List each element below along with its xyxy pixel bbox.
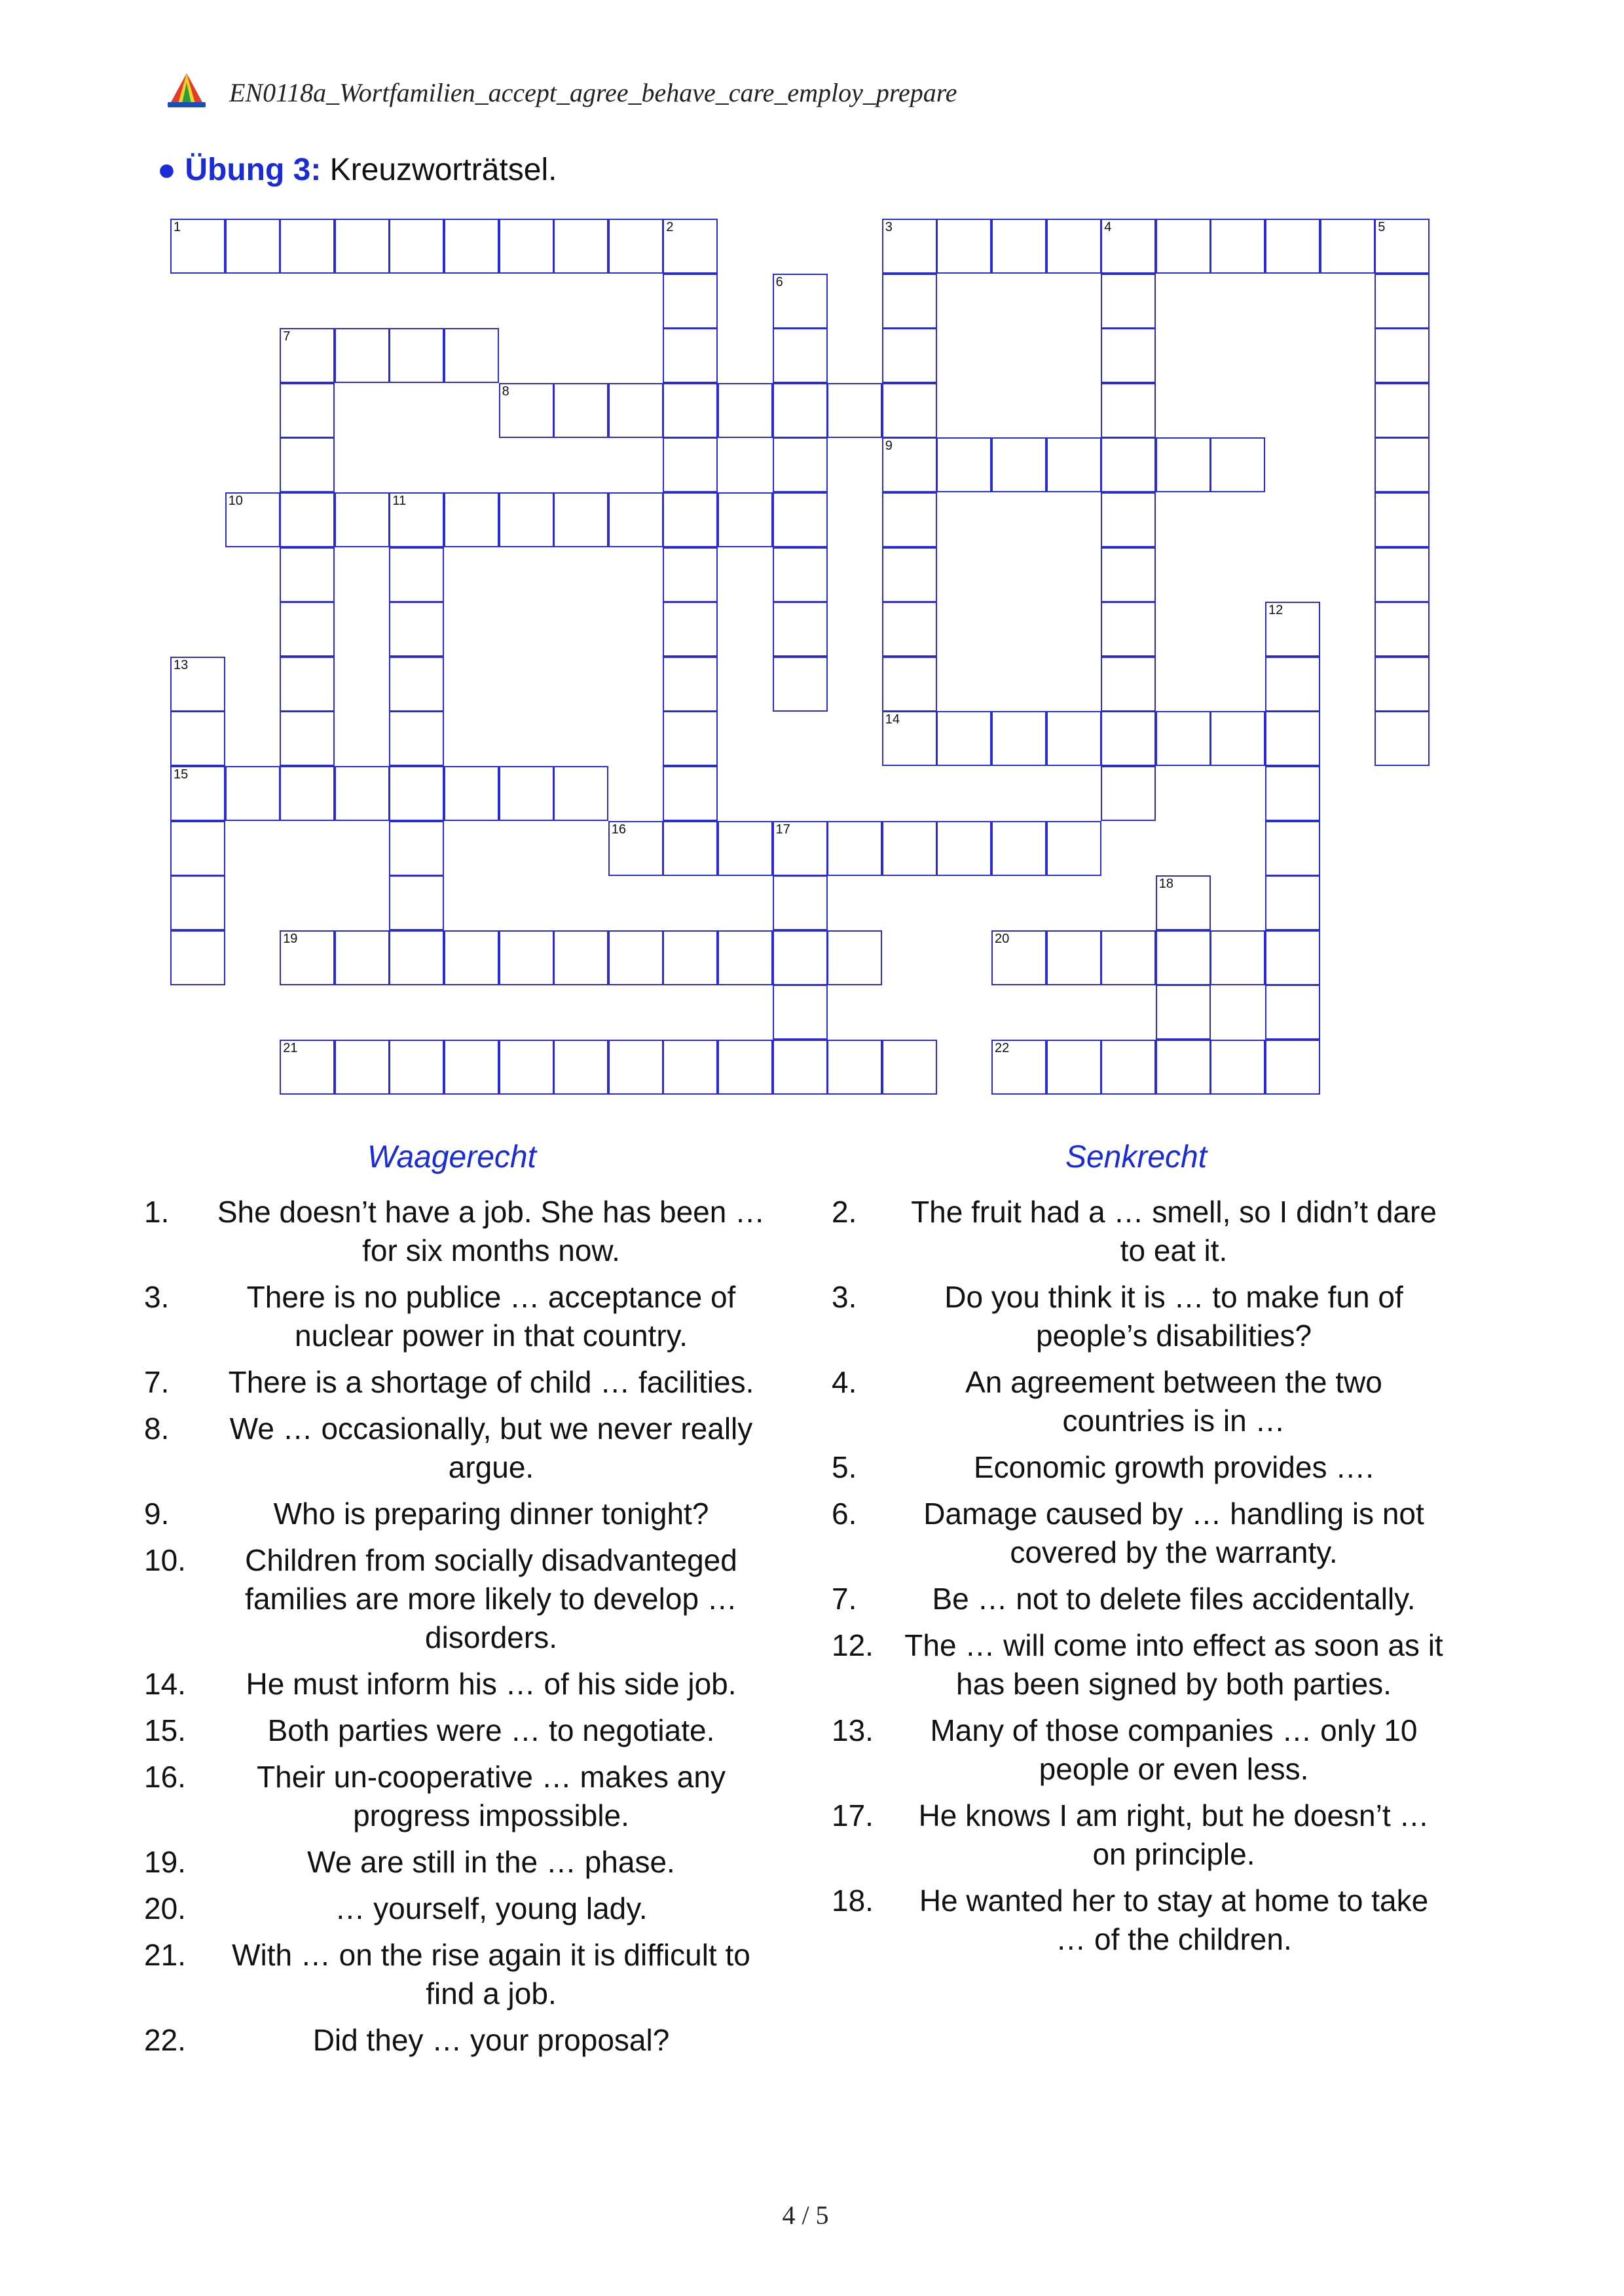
clue-number: 20. [144, 1891, 186, 1925]
down-clue [832, 1363, 1444, 1440]
clue-number: 7. [144, 1365, 170, 1399]
crossword-cell[interactable] [553, 219, 608, 274]
crossword-cell[interactable] [991, 437, 1046, 492]
crossword-cell[interactable] [882, 602, 937, 657]
crossword-cell[interactable] [773, 602, 828, 657]
across-clue [144, 1936, 766, 2013]
crossword-cell[interactable] [773, 274, 828, 329]
crossword-cell[interactable] [1046, 219, 1101, 274]
crossword-cell[interactable] [1046, 1040, 1101, 1095]
clue-number: 2. [832, 1195, 857, 1229]
crossword-cell[interactable] [553, 930, 608, 985]
crossword-cell[interactable] [991, 219, 1046, 274]
cell-number: 17 [775, 822, 790, 837]
crossword-cell[interactable] [1101, 219, 1156, 274]
crossword-cell[interactable] [936, 437, 991, 492]
down-clue [832, 1193, 1444, 1270]
crossword-cell[interactable] [280, 711, 335, 766]
crossword-cell[interactable] [280, 437, 335, 492]
crossword-cell[interactable] [499, 930, 554, 985]
clue-text: He must inform his … of his side job. [246, 1667, 737, 1701]
crossword-cell[interactable] [1156, 1040, 1211, 1095]
cell-number: 16 [611, 822, 627, 837]
crossword-cell[interactable] [663, 602, 718, 657]
crossword-cell[interactable] [1265, 985, 1320, 1040]
crossword-cell[interactable] [991, 1040, 1046, 1095]
clue-text: There is a shortage of child … facilities. [228, 1365, 754, 1399]
crossword-cell[interactable] [773, 985, 828, 1040]
down-clue [832, 1580, 1444, 1618]
crossword-cell[interactable] [444, 930, 499, 985]
clue-number: 7. [832, 1582, 857, 1616]
crossword-cell[interactable] [170, 711, 225, 766]
down-clue [832, 1711, 1444, 1789]
across-clue [144, 1278, 766, 1355]
clue-text: An agreement between the two countries is in … [965, 1365, 1382, 1438]
crossword-cell[interactable] [389, 492, 444, 547]
clue-number: 4. [832, 1365, 857, 1399]
crossword-cell[interactable] [1265, 930, 1320, 985]
cell-number: 12 [1268, 603, 1283, 618]
crossword-cell[interactable] [1375, 274, 1430, 329]
crossword-cell[interactable] [389, 875, 444, 930]
crossword-cell[interactable] [882, 821, 937, 876]
crossword-cell[interactable] [389, 821, 444, 876]
crossword-cell[interactable] [1046, 711, 1101, 766]
crossword-cell[interactable] [1101, 930, 1156, 985]
crossword-grid [170, 219, 1430, 1092]
clue-number: 21. [144, 1938, 186, 1972]
exercise-heading [157, 152, 557, 188]
crossword-cell[interactable] [1101, 328, 1156, 383]
crossword-cell[interactable] [882, 547, 937, 602]
crossword-cell[interactable] [1101, 657, 1156, 712]
clue-text: The fruit had a … smell, so I didn’t dare to eat it. [911, 1195, 1437, 1267]
crossword-cell[interactable] [1265, 875, 1320, 930]
crossword-cell[interactable] [1101, 602, 1156, 657]
clue-text: Do you think it is … to make fun of people’s disabilities? [944, 1280, 1403, 1353]
crossword-cell[interactable] [280, 930, 335, 985]
crossword-cell[interactable] [389, 219, 444, 274]
crossword-cell[interactable] [882, 383, 937, 438]
crossword-cell[interactable] [1375, 657, 1430, 712]
across-clue [144, 1758, 766, 1835]
clue-text: … yourself, young lady. [335, 1891, 648, 1925]
crossword-cell[interactable] [335, 219, 390, 274]
crossword-cell[interactable] [663, 1040, 718, 1095]
down-heading: Senkrecht [1065, 1140, 1208, 1175]
crossword-cell[interactable] [991, 711, 1046, 766]
across-clue [144, 1193, 766, 1270]
crossword-cell[interactable] [663, 274, 718, 329]
crossword-cell[interactable] [773, 547, 828, 602]
crossword-cell[interactable] [1375, 547, 1430, 602]
crossword-cell[interactable] [499, 766, 554, 821]
crossword-cell[interactable] [882, 492, 937, 547]
crossword-cell[interactable] [882, 437, 937, 492]
across-clue [144, 1889, 766, 1928]
crossword-cell[interactable] [389, 1040, 444, 1095]
cell-number: 3 [885, 220, 893, 234]
cell-number: 21 [283, 1041, 298, 1055]
crossword-cell[interactable] [1101, 766, 1156, 821]
clue-text: We … occasionally, but we never really argue. [229, 1412, 753, 1484]
crossword-cell[interactable] [882, 219, 937, 274]
crossword-cell[interactable] [335, 930, 390, 985]
across-clue [144, 1843, 766, 1882]
clue-text: Who is preparing dinner tonight? [273, 1497, 709, 1531]
down-clue [832, 1448, 1444, 1487]
clue-text: He knows I am right, but he doesn’t … on principle. [918, 1798, 1430, 1871]
crossword-cell[interactable] [773, 875, 828, 930]
crossword-cell[interactable] [1156, 875, 1211, 930]
cell-number: 1 [174, 220, 181, 234]
crossword-cell[interactable] [663, 821, 718, 876]
exercise-task: Kreuzworträtsel. [329, 153, 557, 187]
crossword-cell[interactable] [608, 821, 663, 876]
crossword-cell[interactable] [280, 766, 335, 821]
cell-number: 20 [995, 931, 1010, 946]
crossword-cell[interactable] [499, 219, 554, 274]
crossword-cell[interactable] [170, 766, 225, 821]
clue-text: We are still in the … phase. [307, 1845, 675, 1879]
cell-number: 19 [283, 931, 298, 946]
crossword-cell[interactable] [280, 1040, 335, 1095]
crossword-cell[interactable] [280, 657, 335, 712]
crossword-cell[interactable] [936, 219, 991, 274]
clue-text: The … will come into effect as soon as it has been signed by both parties. [904, 1628, 1443, 1701]
crossword-cell[interactable] [718, 383, 773, 438]
crossword-cell[interactable] [170, 930, 225, 985]
crossword-cell[interactable] [1101, 1040, 1156, 1095]
clue-text: Did they … your proposal? [312, 2023, 670, 2057]
cell-number: 18 [1158, 877, 1174, 892]
crossword-cell[interactable] [663, 547, 718, 602]
crossword-cell[interactable] [663, 437, 718, 492]
cell-number: 13 [174, 657, 189, 672]
crossword-cell[interactable] [773, 492, 828, 547]
crossword-cell[interactable] [280, 383, 335, 438]
cell-number: 5 [1378, 220, 1386, 234]
logo-icon [164, 71, 210, 110]
across-clue [144, 1495, 766, 1533]
crossword-cell[interactable] [1210, 711, 1265, 766]
crossword-cell[interactable] [882, 1040, 937, 1095]
crossword-cell[interactable] [663, 383, 718, 438]
crossword-cell[interactable] [663, 328, 718, 383]
crossword-cell[interactable] [718, 1040, 773, 1095]
crossword-cell[interactable] [335, 492, 390, 547]
crossword-cell[interactable] [1156, 930, 1211, 985]
crossword-cell[interactable] [1375, 219, 1430, 274]
clue-number: 10. [144, 1543, 186, 1577]
crossword-cell[interactable] [225, 766, 280, 821]
clue-number: 6. [832, 1497, 857, 1531]
crossword-cell[interactable] [1210, 930, 1265, 985]
crossword-cell[interactable] [170, 219, 225, 274]
clue-text: Damage caused by … handling is not covered by the warranty. [923, 1497, 1424, 1569]
crossword-cell[interactable] [773, 437, 828, 492]
crossword-cell[interactable] [608, 492, 663, 547]
clue-number: 5. [832, 1450, 857, 1484]
crossword-cell[interactable] [882, 274, 937, 329]
crossword-cell[interactable] [280, 219, 335, 274]
down-clue [832, 1882, 1444, 1959]
clue-number: 18. [832, 1884, 874, 1918]
down-clue [832, 1495, 1444, 1572]
crossword-cell[interactable] [170, 657, 225, 712]
cell-number: 9 [885, 439, 893, 454]
cell-number: 7 [283, 329, 291, 344]
crossword-cell[interactable] [444, 219, 499, 274]
crossword-cell[interactable] [991, 821, 1046, 876]
bullet-icon: ● [157, 153, 176, 187]
across-heading: Waagerecht [367, 1140, 536, 1175]
crossword-cell[interactable] [1156, 437, 1211, 492]
crossword-cell[interactable] [389, 657, 444, 712]
crossword-cell[interactable] [389, 547, 444, 602]
crossword-cell[interactable] [1046, 930, 1101, 985]
crossword-cell[interactable] [608, 1040, 663, 1095]
crossword-cell[interactable] [1375, 602, 1430, 657]
crossword-cell[interactable] [718, 930, 773, 985]
exercise-label: Übung 3: [185, 153, 322, 187]
crossword-cell[interactable] [389, 930, 444, 985]
crossword-cell[interactable] [1375, 328, 1430, 383]
crossword-cell[interactable] [1101, 437, 1156, 492]
crossword-cell[interactable] [225, 219, 280, 274]
crossword-cell[interactable] [170, 821, 225, 876]
clue-text: There is no publice … acceptance of nuclear power in that country. [246, 1280, 736, 1353]
crossword-cell[interactable] [389, 602, 444, 657]
crossword-cell[interactable] [1101, 492, 1156, 547]
cell-number: 11 [392, 494, 407, 508]
crossword-cell[interactable] [773, 657, 828, 712]
across-clue [144, 1541, 766, 1657]
crossword-cell[interactable] [1265, 711, 1320, 766]
cell-number: 8 [502, 384, 509, 399]
crossword-cell[interactable] [773, 1040, 828, 1095]
clue-text: Be … not to delete files accidentally. [932, 1582, 1416, 1616]
crossword-cell[interactable] [335, 328, 390, 383]
crossword-cell[interactable] [1210, 219, 1265, 274]
crossword-cell[interactable] [1210, 437, 1265, 492]
cell-number: 22 [995, 1041, 1010, 1055]
crossword-cell[interactable] [225, 492, 280, 547]
crossword-cell[interactable] [1320, 219, 1375, 274]
crossword-cell[interactable] [718, 492, 773, 547]
crossword-cell[interactable] [553, 766, 608, 821]
crossword-cell[interactable] [553, 492, 608, 547]
clue-text: Many of those companies … only 10 people or even less. [930, 1713, 1418, 1786]
clue-number: 15. [144, 1713, 186, 1747]
down-clue [832, 1796, 1444, 1874]
crossword-cell[interactable] [1375, 492, 1430, 547]
clue-text: With … on the rise again it is difficult to find a job. [232, 1938, 750, 2011]
crossword-cell[interactable] [499, 492, 554, 547]
crossword-cell[interactable] [608, 930, 663, 985]
cell-number: 6 [775, 274, 783, 289]
clue-text: Both parties were … to negotiate. [267, 1713, 715, 1747]
cell-number: 15 [174, 767, 189, 782]
down-clue-list [832, 1193, 1444, 1967]
clue-text: He wanted her to stay at home to take … of the children. [919, 1884, 1429, 1956]
crossword-cell[interactable] [280, 328, 335, 383]
crossword-cell[interactable] [663, 766, 718, 821]
across-clue [144, 1665, 766, 1704]
cell-number: 2 [666, 220, 674, 234]
crossword-cell[interactable] [280, 492, 335, 547]
clue-number: 3. [144, 1280, 170, 1314]
crossword-cell[interactable] [1265, 821, 1320, 876]
crossword-cell[interactable] [1265, 602, 1320, 657]
across-clue-list [144, 1193, 766, 2068]
clue-number: 1. [144, 1195, 170, 1229]
crossword-cell[interactable] [1265, 1040, 1320, 1095]
across-clue [144, 1363, 766, 1402]
crossword-cell[interactable] [663, 492, 718, 547]
clue-text: Their un-cooperative … makes any progress impossible. [257, 1760, 726, 1832]
crossword-cell[interactable] [1210, 1040, 1265, 1095]
crossword-cell[interactable] [280, 602, 335, 657]
crossword-cell[interactable] [1156, 985, 1211, 1040]
crossword-cell[interactable] [1265, 766, 1320, 821]
crossword-cell[interactable] [663, 711, 718, 766]
page-number: 4 / 5 [782, 2200, 829, 2230]
crossword-cell[interactable] [773, 328, 828, 383]
crossword-cell[interactable] [1156, 711, 1211, 766]
crossword-cell[interactable] [1101, 274, 1156, 329]
crossword-cell[interactable] [1265, 219, 1320, 274]
clue-number: 17. [832, 1798, 874, 1832]
crossword-cell[interactable] [335, 1040, 390, 1095]
crossword-cell[interactable] [827, 930, 882, 985]
cell-number: 10 [228, 494, 243, 508]
cell-number: 14 [885, 712, 900, 727]
clue-number: 9. [144, 1497, 170, 1531]
crossword-cell[interactable] [1375, 437, 1430, 492]
clue-number: 22. [144, 2023, 186, 2057]
crossword-cell[interactable] [280, 547, 335, 602]
document-title: EN0118a_Wortfamilien_accept_agree_behave_care_employ_prepare [229, 78, 957, 107]
clue-text: She doesn’t have a job. She has been … for six months now. [217, 1195, 766, 1267]
crossword-cell[interactable] [827, 383, 882, 438]
crossword-cell[interactable] [773, 821, 828, 876]
clue-number: 19. [144, 1845, 186, 1879]
crossword-cell[interactable] [499, 1040, 554, 1095]
crossword-cell[interactable] [773, 383, 828, 438]
across-clue [144, 1711, 766, 1750]
crossword-cell[interactable] [444, 328, 499, 383]
crossword-cell[interactable] [553, 383, 608, 438]
crossword-cell[interactable] [1156, 219, 1211, 274]
crossword-cell[interactable] [936, 711, 991, 766]
down-clue [832, 1626, 1444, 1704]
crossword-cell[interactable] [663, 219, 718, 274]
clue-text: Economic growth provides …. [973, 1450, 1375, 1484]
crossword-cell[interactable] [1101, 547, 1156, 602]
clue-number: 12. [832, 1628, 874, 1662]
crossword-cell[interactable] [1265, 657, 1320, 712]
crossword-cell[interactable] [1101, 711, 1156, 766]
crossword-cell[interactable] [718, 821, 773, 876]
clue-number: 14. [144, 1667, 186, 1701]
crossword-cell[interactable] [608, 383, 663, 438]
down-clue [832, 1278, 1444, 1355]
crossword-cell[interactable] [1046, 437, 1101, 492]
crossword-cell[interactable] [882, 711, 937, 766]
crossword-cell[interactable] [1101, 383, 1156, 438]
crossword-cell[interactable] [335, 766, 390, 821]
crossword-cell[interactable] [499, 383, 554, 438]
crossword-cell[interactable] [827, 1040, 882, 1095]
crossword-cell[interactable] [389, 711, 444, 766]
clue-number: 13. [832, 1713, 874, 1747]
clue-number: 3. [832, 1280, 857, 1314]
crossword-cell[interactable] [608, 219, 663, 274]
crossword-cell[interactable] [389, 328, 444, 383]
crossword-cell[interactable] [663, 930, 718, 985]
clue-number: 16. [144, 1760, 186, 1794]
crossword-cell[interactable] [1375, 383, 1430, 438]
crossword-cell[interactable] [663, 657, 718, 712]
crossword-cell[interactable] [1046, 821, 1101, 876]
across-clue [144, 2021, 766, 2060]
crossword-cell[interactable] [936, 821, 991, 876]
across-clue [144, 1410, 766, 1487]
cell-number: 4 [1104, 220, 1112, 234]
clue-text: Children from socially disadvanteged families are more likely to develop … disorders. [245, 1543, 737, 1654]
crossword-cell[interactable] [389, 766, 444, 821]
crossword-cell[interactable] [882, 657, 937, 712]
crossword-cell[interactable] [827, 821, 882, 876]
clue-number: 8. [144, 1412, 170, 1446]
crossword-cell[interactable] [991, 930, 1046, 985]
crossword-cell[interactable] [444, 1040, 499, 1095]
crossword-cell[interactable] [170, 875, 225, 930]
crossword-cell[interactable] [444, 492, 499, 547]
crossword-cell[interactable] [444, 766, 499, 821]
crossword-cell[interactable] [1375, 711, 1430, 766]
crossword-cell[interactable] [773, 930, 828, 985]
crossword-cell[interactable] [553, 1040, 608, 1095]
crossword-cell[interactable] [882, 328, 937, 383]
